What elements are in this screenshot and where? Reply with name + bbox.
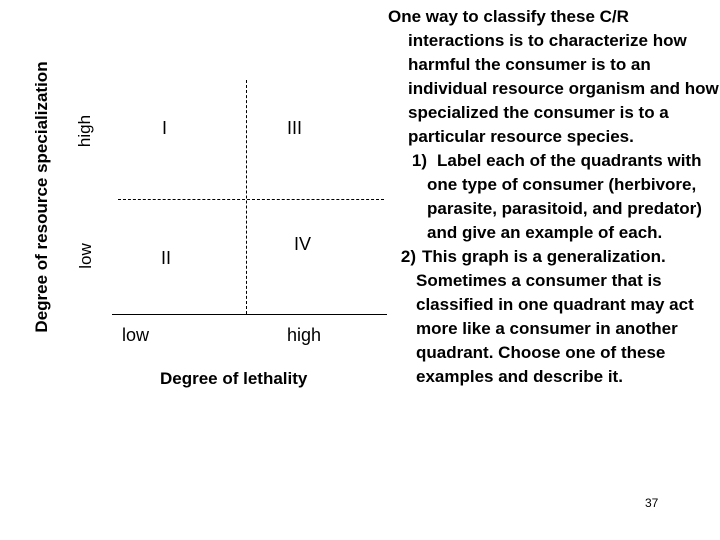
y-axis-title: Degree of resource specialization [32, 61, 51, 333]
list-item-number: 1) [411, 151, 427, 170]
y-axis-low-label: low [76, 243, 95, 269]
intro-paragraph: One way to classify these C/R interactions is to characterize how harmful the consumer is to an individual resource organism and how specialized the consumer is to a particular resource species. [388, 7, 719, 146]
list-item-text [427, 149, 720, 245]
horizontal-divider [118, 199, 384, 200]
quadrant-label-i: I [162, 118, 168, 138]
page-number: 37 [645, 496, 659, 510]
list-item-number: 2) [400, 247, 416, 266]
y-axis-high-label: high [75, 114, 94, 148]
vertical-divider [246, 80, 247, 314]
list-item [372, 245, 720, 389]
quadrant-label-ii: II [161, 248, 172, 268]
x-axis-low-label: low [122, 325, 150, 345]
list-item [372, 149, 720, 245]
list-item-text [416, 245, 720, 389]
quadrant-label-iv: IV [294, 234, 312, 254]
instructions-text [372, 5, 720, 389]
x-axis-high-label: high [287, 325, 322, 345]
list-item-text-content: Label each of the quadrants with one type of consumer (herbivore, parasite, parasitoid, and predator) and give an example of each. [427, 151, 702, 242]
quadrant-label-iii: III [287, 118, 303, 138]
list-item-text-content: This graph is a generalization. Sometimes a consumer that is classified in one quadrant may act more like a consumer in another quadrant. Choose one of these examples and describe it. [416, 247, 694, 386]
x-axis-line [112, 314, 387, 315]
x-axis-title: Degree of lethality [160, 369, 308, 388]
